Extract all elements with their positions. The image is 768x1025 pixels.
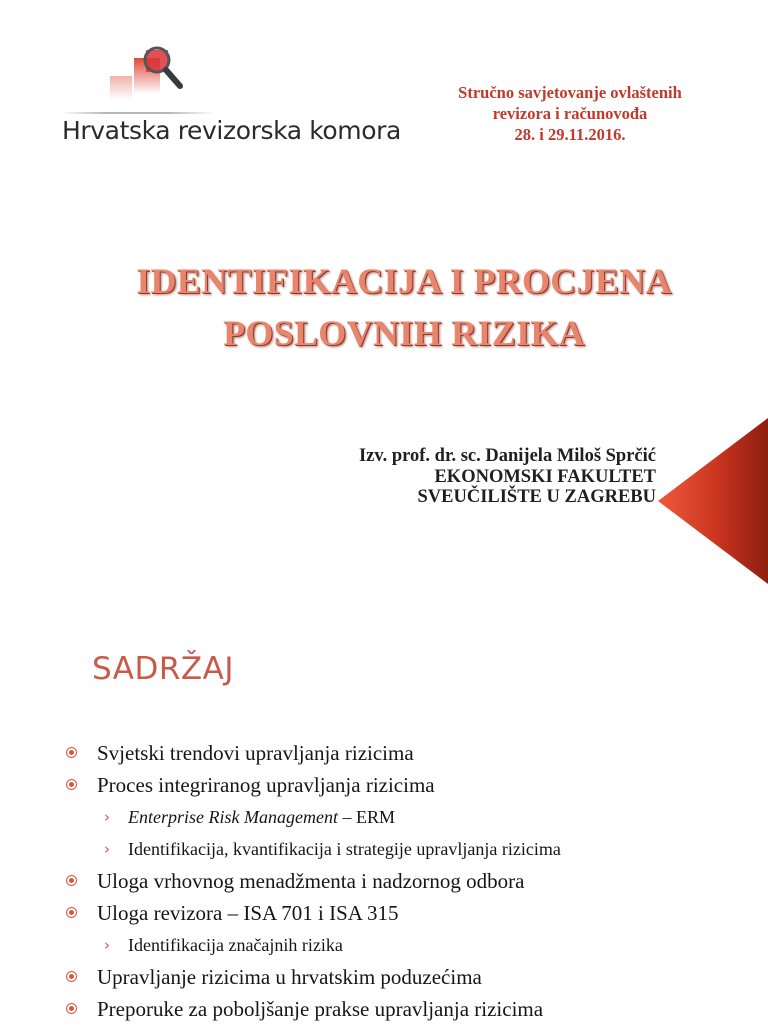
list-item: Preporuke za poboljšanje prakse upravljanja rizicima [60,993,760,1025]
logo-divider [60,112,215,114]
circle-bullet-icon [66,747,77,758]
magnifier-logo-icon [110,44,250,104]
title-line-2: POSLOVNIH RIZIKA [223,313,585,353]
event-line-1: Stručno savjetovanje ovlaštenih [458,83,682,102]
chevron-right-icon: › [104,808,110,826]
list-item: Svjetski trendovi upravljanja rizicima [60,737,760,769]
list-item: Upravljanje rizicima u hrvatskim poduzećima [60,961,760,993]
list-subitem: › Enterprise Risk Management – ERM [60,801,760,833]
author-block [359,446,656,508]
presentation-title [0,255,768,359]
circle-bullet-icon [66,1003,77,1014]
list-subitem: › Identifikacija značajnih rizika [60,929,760,961]
hrk-logo [60,44,410,154]
list-subitem: › Identifikacija, kvantifikacija i strategije upravljanja rizicima [60,833,760,865]
circle-bullet-icon [66,779,77,790]
chevron-right-icon: › [104,840,110,858]
event-line-2: revizora i računovođa [492,104,648,123]
title-line-1: IDENTIFIKACIJA I PROCJENA [136,261,672,301]
contents-list [60,737,760,1025]
circle-bullet-icon [66,907,77,918]
chevron-right-icon: › [104,936,110,954]
contents-heading: SADRŽAJ [92,651,234,687]
list-item: Uloga revizora – ISA 701 i ISA 315 [60,897,760,929]
author-university: SVEUČILIŠTE U ZAGREBU [417,487,656,507]
list-item: Proces integriranog upravljanja rizicima [60,769,760,801]
event-date: 28. i 29.11.2016. [514,125,626,144]
logo-name: Hrvatska revizorska komora [62,116,401,145]
circle-bullet-icon [66,875,77,886]
list-item: Uloga vrhovnog menadžmenta i nadzornog odbora [60,865,760,897]
event-info [420,82,720,145]
circle-bullet-icon [66,971,77,982]
author-faculty: EKONOMSKI FAKULTET [434,466,656,487]
author-name: Izv. prof. dr. sc. Danijela Miloš Sprčić [358,446,656,466]
decorative-triangle [658,418,768,584]
